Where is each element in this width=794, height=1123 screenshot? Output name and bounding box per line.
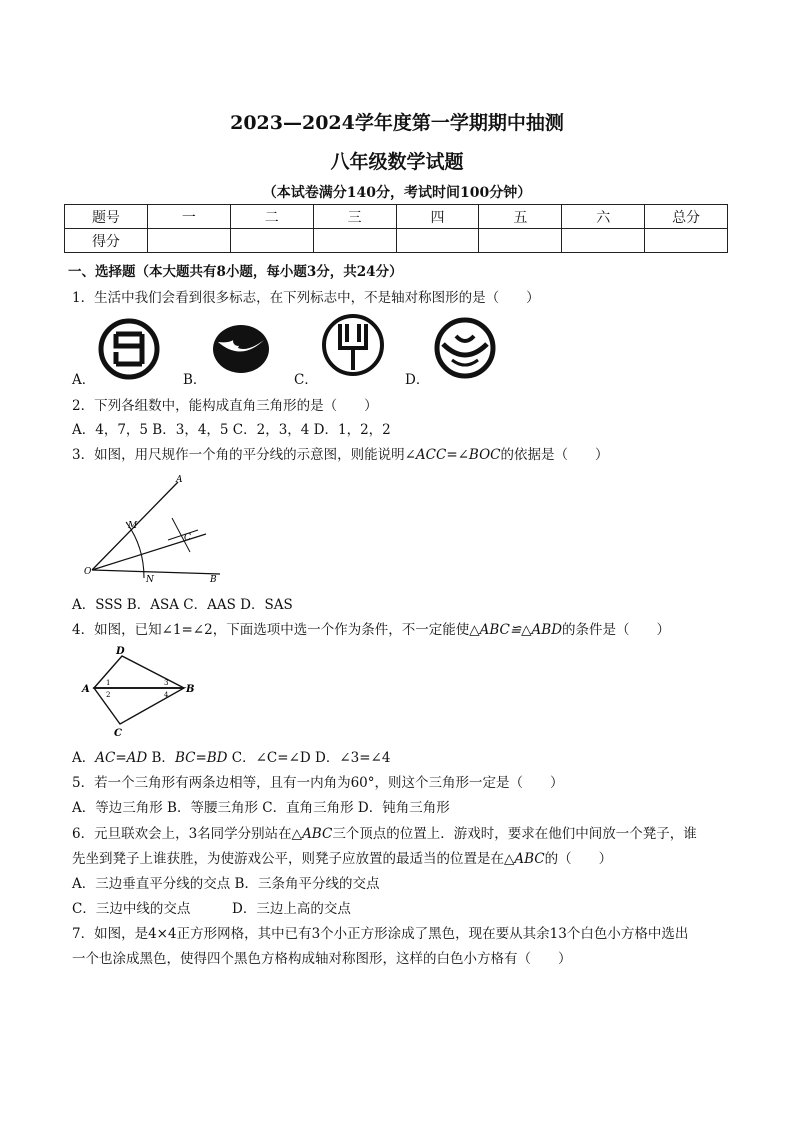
q6-line2-part-b: 的（ ） xyxy=(544,851,613,867)
fig3-label-m: M xyxy=(128,521,138,531)
score-header-cell: 一 xyxy=(147,205,230,229)
score-cell[interactable] xyxy=(147,229,230,253)
fig3-label-a: A xyxy=(176,475,183,485)
fig4-label-d: D xyxy=(116,646,125,657)
q4-opt-b-math: BC=BD xyxy=(174,750,228,766)
q3-stem-part-b: 的依据是（ ） xyxy=(500,447,609,463)
question-1-stem: 1．生活中我们会看到很多标志，在下列标志中，不是轴对称图形的是（ ） xyxy=(72,290,540,306)
question-5-options: A．等边三角形 B．等腰三角形 C．直角三角形 D．钝角三角形 xyxy=(72,800,450,816)
triangles-figure xyxy=(80,644,204,740)
fig4-label-b: B xyxy=(186,684,195,695)
q4-opt-a: A． xyxy=(72,750,96,766)
q4-stem-part-a: 4．如图，已知∠1=∠2，下面选项中选一个作为条件，不一定能使△ xyxy=(72,622,480,638)
question-3-stem xyxy=(72,443,609,463)
fig3-label-c: C xyxy=(184,533,191,543)
score-cell[interactable] xyxy=(313,229,396,253)
score-header-cell: 六 xyxy=(562,205,645,229)
fig4-angle-4: 4 xyxy=(164,691,169,699)
question-2-stem: 2．下列各组数中，能构成直角三角形的是（ ） xyxy=(72,398,378,414)
q3-stem-math: ∠ACC=∠BOC xyxy=(404,447,501,463)
q1-option-c-label: C． xyxy=(294,372,318,388)
fig3-label-b: B xyxy=(210,575,217,585)
question-6-options-row-1: A．三边垂直平分线的交点 B．三条角平分线的交点 xyxy=(72,876,380,892)
score-header-cell: 四 xyxy=(396,205,479,229)
logo-a-icon xyxy=(96,318,162,380)
q6-line1-part-a: 6．元旦联欢会上，3名同学分别站在△ xyxy=(72,826,303,842)
q1-option-b-label: B． xyxy=(183,372,207,388)
question-6-line-2 xyxy=(72,847,612,867)
score-table-score-row xyxy=(65,229,728,253)
question-6-option-c: C．三边中线的交点 xyxy=(72,901,191,917)
fig3-label-o: O xyxy=(84,567,92,577)
fig4-label-c: C xyxy=(114,728,122,739)
q6-line2-part-a: 先坐到凳子上谁获胜，为使游戏公平，则凳子应放置的最适当的位置是在△ xyxy=(72,851,515,867)
fig3-label-n: N xyxy=(146,575,154,585)
question-3-options: A．SSS B．ASA C．AAS D．SAS xyxy=(72,597,293,613)
q4-opt-a-math: AC=AD xyxy=(95,750,148,766)
exam-subtitle: 八年级数学试题 xyxy=(330,151,464,173)
score-cell[interactable] xyxy=(562,229,645,253)
q4-stem-math: ABC≌△ABD xyxy=(479,622,563,638)
q4-stem-part-b: 的条件是（ ） xyxy=(562,622,671,638)
question-4-options xyxy=(72,746,390,766)
score-header-cell: 总分 xyxy=(645,205,728,229)
score-cell[interactable] xyxy=(645,229,728,253)
q3-stem-part-a: 3．如图，用尺规作一个角的平分线的示意图，则能说明 xyxy=(72,447,405,463)
logo-b-icon xyxy=(208,318,274,380)
q6-line1-math: ABC xyxy=(302,826,333,842)
fig4-angle-2: 2 xyxy=(106,691,111,699)
exam-note: （本试卷满分140分，考试时间100分钟） xyxy=(262,185,532,201)
q6-line2-math: ABC xyxy=(514,851,545,867)
fig4-angle-3: 3 xyxy=(164,679,169,687)
question-6-option-d: D．三边上高的交点 xyxy=(232,901,351,917)
score-cell[interactable] xyxy=(479,229,562,253)
score-header-cell: 三 xyxy=(313,205,396,229)
question-5-stem: 5．若一个三角形有两条边相等，且有一内角为60°，则这个三角形一定是（ ） xyxy=(72,775,564,791)
question-7-line-2: 一个也涂成黑色，使得四个黑色方格构成轴对称图形，这样的白色小方格有（ ） xyxy=(72,951,572,967)
q1-option-a-label: A． xyxy=(72,372,96,388)
score-cell[interactable] xyxy=(230,229,313,253)
score-table-header-row xyxy=(65,205,728,229)
score-header-cell: 二 xyxy=(230,205,313,229)
q4-opt-rest: C．∠C=∠D D．∠3=∠4 xyxy=(227,750,391,766)
question-4-stem xyxy=(72,618,670,638)
question-2-options: A．4，7，5 B．3，4，5 C．2，3，4 D．1，2，2 xyxy=(72,422,391,438)
logo-c-icon xyxy=(320,312,386,378)
q4-opt-b: B． xyxy=(147,750,175,766)
angle-bisector-figure xyxy=(80,470,240,588)
exam-title: 2023—2024学年度第一学期期中抽测 xyxy=(230,112,564,134)
q6-line1-part-b: 三个顶点的位置上．游戏时，要求在他们中间放一个凳子，谁 xyxy=(332,826,697,842)
score-cell[interactable] xyxy=(396,229,479,253)
logo-d-icon xyxy=(430,316,500,380)
question-7-line-1: 7．如图，是4×4正方形网格，其中已有3个小正方形涂成了黑色，现在要从其余13个白色小方格中选出 xyxy=(72,926,689,942)
score-row-label: 得分 xyxy=(65,229,148,253)
score-header-cell: 五 xyxy=(479,205,562,229)
score-table xyxy=(64,204,728,253)
q1-option-d-label: D． xyxy=(405,372,430,388)
question-6-line-1 xyxy=(72,822,697,842)
fig4-label-a: A xyxy=(82,684,90,695)
score-header-cell: 题号 xyxy=(65,205,148,229)
fig4-angle-1: 1 xyxy=(106,679,111,687)
section-1-title: 一、选择题（本大题共有8小题，每小题3分，共24分） xyxy=(68,264,403,280)
